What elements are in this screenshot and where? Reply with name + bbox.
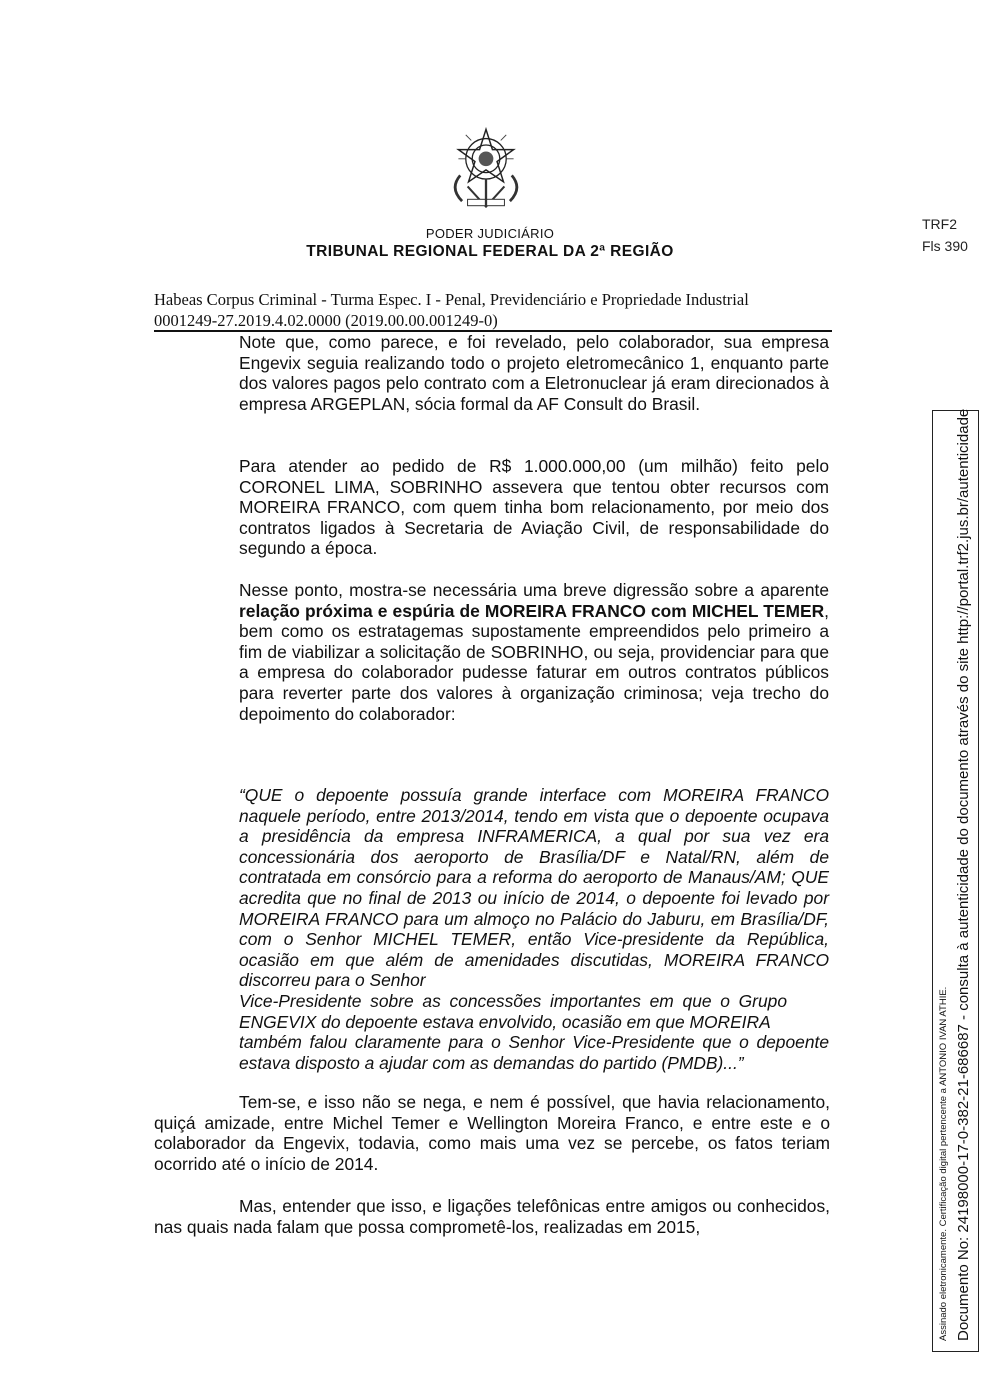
testimony-quote [239, 785, 829, 1073]
paragraph-3-end: , bem como os estratagemas supostamente empreendidos pelo primeiro a fim de viabilizar a solicitação de SOBRINHO, ou seja, providenciar para que a empresa do colaborador pudesse faturar em outros contratos públicos para reverter parte dos valores à organização criminosa; veja trecho do depoimento do colaborador: [239, 600, 829, 724]
paragraph-1: Note que, como parece, e foi revelado, pelo colaborador, sua empresa Engevix seguia realizando todo o projeto eletromecânico 1, enquanto parte dos valores pagos pelo contrato com a Eletronuclear já eram direcionados à empresa ARGEPLAN, sócia formal da AF Consult do Brasil. [239, 332, 829, 414]
quote-part-3: também falou claramente para o Senhor Vice-Presidente que o depoente estava disposto a ajudar com as demandas do partido (PMDB)...” [239, 1032, 829, 1073]
document-authenticity-note: Documento No: 24198000-17-0-382-21-686687 - consulta à autenticidade do documento através do site http://portal.trf2.jus.br/autenticidade [955, 408, 972, 1341]
paragraph-3-emphasis: relação próxima e espúria de MOREIRA FRANCO com MICHEL TEMER [239, 600, 825, 621]
paragraph-5: Mas, entender que isso, e ligações telefônicas entre amigos ou conhecidos, nas quais nada falam que possa comprometê-los, realizadas em 2015, [154, 1196, 830, 1237]
court-name-line1: PODER JUDICIÁRIO [425, 226, 555, 241]
paragraph-3 [239, 580, 829, 724]
authenticity-sidebar [932, 410, 979, 1352]
paragraph-3-start: Nesse ponto, mostra-se necessária uma breve digressão sobre a aparente [239, 580, 829, 600]
court-name-line2: TRIBUNAL REGIONAL FEDERAL DA 2ª REGIÃO [306, 243, 674, 260]
quote-part-2: Vice-Presidente sobre as concessões importantes em que o Grupo ENGEVIX do depoente estava envolvido, ocasião em que MOREIRA [239, 990, 787, 1032]
brasao-republica-icon [440, 122, 532, 214]
paragraph-4: Tem-se, e isso não se nega, e nem é possível, que havia relacionamento, quiçá amizade, entre Michel Temer e Wellington Moreira Franco, e entre este e o colaborador da Engevix, todavia, como mais uma vez se percebe, os fatos teriam ocorrido até o início de 2014. [154, 1092, 830, 1174]
case-title: Habeas Corpus Criminal - Turma Espec. I - Penal, Previdenciário e Propriedade Industrial [154, 290, 749, 309]
paragraph-2: Para atender ao pedido de R$ 1.000.000,00 (um milhão) feito pelo CORONEL LIMA, SOBRINHO assevera que tentou obter recursos com MOREIRA FRANCO, com quem tinha bom relacionamento, por meio dos contratos ligados à Secretaria de Aviação Civil, de responsabilidade do segundo a época. [239, 456, 829, 559]
quote-part-1: “QUE o depoente possuía grande interface com MOREIRA FRANCO naquele período, entre 2013/2014, tendo em vista que o depoente ocupava a presidência da empresa INFRAMERICA, a qual por sua vez era concessionária dos aeroporto de Brasília/DF e Natal/RN, além de contratada em consórcio para a reforma do aeroporto de Manaus/AM; QUE acredita que no final de 2013 ou início de 2014, o depoente foi levado por MOREIRA FRANCO para um almoço no Palácio do Jaburu, em Brasília/DF, com o Senhor MICHEL TEMER, então Vice-presidente da República, ocasião em que além de amenidades discutidas, MOREIRA FRANCO discorreu para o Senhor [239, 785, 829, 991]
case-number: 0001249-27.2019.4.02.0000 (2019.00.00.001249-0) [154, 311, 498, 330]
stamp-code: TRF2 [922, 216, 957, 232]
page-stamp [922, 213, 968, 257]
signature-note: Assinado eletronicamente. Certificação digital pertencente a ANTONIO IVAN ATHIE. [938, 986, 949, 1341]
page-number: Fls 390 [922, 238, 968, 254]
